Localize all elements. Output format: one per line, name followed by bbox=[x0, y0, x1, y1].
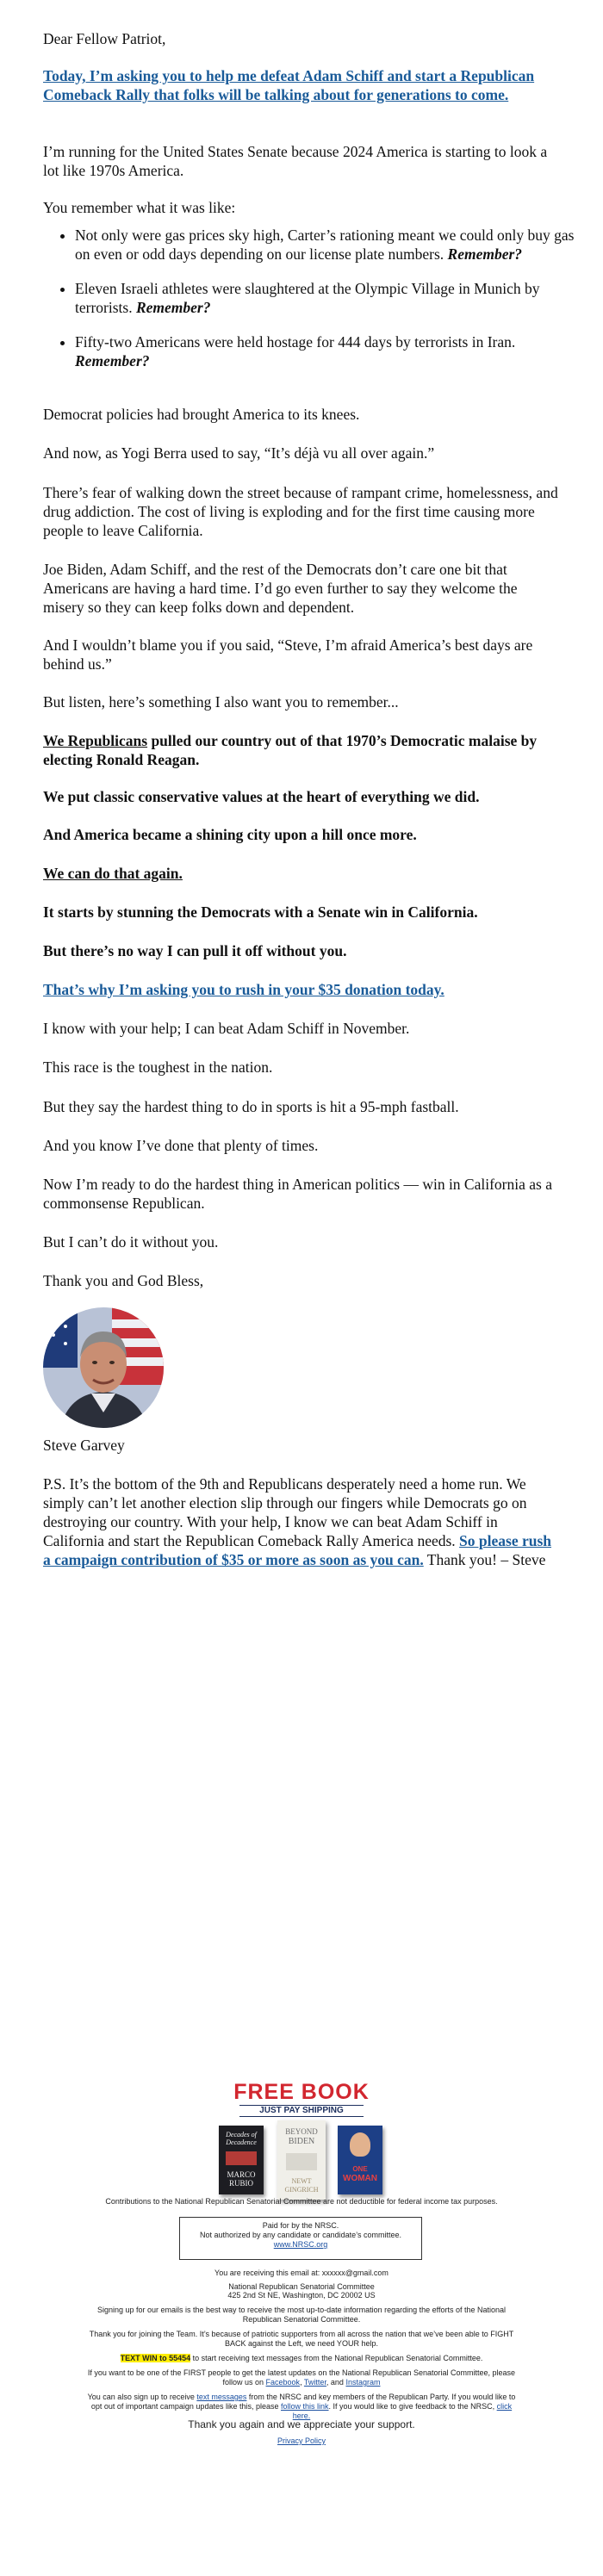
greeting: Dear Fellow Patriot, bbox=[43, 30, 166, 47]
paragraph-ready: Now I’m ready to do the hardest thing in American politics — win in California as a commonsense Republican. bbox=[43, 1176, 552, 1212]
text-signup: TEXT WIN to 55454 to start receiving text messages from the National Republican Senatorial Committee. bbox=[120, 2354, 483, 2362]
paragraph-yogi: And now, as Yogi Berra used to say, “It’s déjà vu all over again.” bbox=[43, 444, 435, 462]
tax-notice: Contributions to the National Republican Senatorial Committee are not deductible for federal income tax purposes. bbox=[105, 2197, 498, 2206]
receiving-email: You are receiving this email at: xxxxxx@gmail.com bbox=[214, 2269, 389, 2277]
signature: Steve Garvey bbox=[43, 1437, 125, 1454]
twitter-link[interactable]: Twitter bbox=[303, 2378, 326, 2387]
paragraph-listen: But listen, here’s something I also want you to remember... bbox=[43, 693, 399, 711]
nrsc-link[interactable]: www.NRSC.org bbox=[273, 2240, 328, 2249]
instagram-link[interactable]: Instagram bbox=[345, 2378, 381, 2387]
ps-donate-link[interactable]: So please rush a campaign contribution of $35 or more as soon as you can. bbox=[43, 1532, 552, 1568]
paid-for-box: Paid for by the NRSC. Not authorized by any candidate or candidate’s committee. www.NRSC.org bbox=[179, 2217, 422, 2260]
paragraph-done: And you know I’ve done that plenty of times. bbox=[43, 1137, 319, 1154]
paragraph-remember: You remember what it was like: bbox=[43, 199, 236, 216]
list-item: • Fifty-two Americans were held hostage for 444 days by terrorists in Iran. Remember? bbox=[75, 332, 592, 370]
social-notice: If you want to be one of the FIRST people to get the latest updates on the National Republican Senatorial Committee, please follow us on Facebook, Twitter, and Instagram bbox=[87, 2368, 516, 2387]
avatar bbox=[43, 1307, 164, 1428]
free-book-promo[interactable] bbox=[207, 2076, 396, 2209]
unsubscribe-link[interactable]: follow this link bbox=[281, 2402, 329, 2411]
paragraph-again: We can do that again. bbox=[43, 865, 183, 882]
paragraph-fear: There’s fear of walking down the street because of rampant crime, homelessness, and drug addiction. The cost of living is exploding and for the first time causing more people to leave California. bbox=[43, 484, 558, 539]
donate-link[interactable]: That’s why I’m asking you to rush in your $35 donation today. bbox=[43, 981, 444, 998]
promo-title: FREE BOOK bbox=[233, 2080, 370, 2104]
paragraph-republicans: We Republicans pulled our country out of that 1970’s Democratic malaise by electing Ronald Reagan. bbox=[43, 732, 538, 768]
intro-donate-link[interactable]: Today, I’m asking you to help me defeat Adam Schiff and start a Republican Comeback Rally that folks will be talking about for generations to come. bbox=[43, 67, 535, 103]
paragraph-know: I know with your help; I can beat Adam Schiff in November. bbox=[43, 1020, 410, 1037]
list-item: • Eleven Israeli athletes were slaughtered at the Olympic Village in Munich by terrorists. Remember? bbox=[75, 279, 592, 317]
paragraph-knees: Democrat policies had brought America to its knees. bbox=[43, 406, 360, 423]
book-woman: ONE WOMAN bbox=[338, 2126, 382, 2194]
sms-notice: You can also sign up to receive text messages from the NRSC and key members of the Republican Party. If you would like to opt out of important campaign updates like this, please follow this link. If you would like to give feedback to the NRSC, click here. bbox=[87, 2393, 516, 2420]
feedback-link[interactable]: click here. bbox=[292, 2402, 513, 2420]
paragraph-starts: It starts by stunning the Democrats with a Senate win in California. bbox=[43, 903, 478, 921]
paragraph-cant: But I can’t do it without you. bbox=[43, 1233, 219, 1251]
promo-subtitle: JUST PAY SHIPPING bbox=[239, 2105, 364, 2117]
facebook-link[interactable]: Facebook bbox=[265, 2378, 301, 2387]
paragraph-running: I’m running for the United States Senate because 2024 America is starting to look a lot like 1970s America. bbox=[43, 143, 548, 179]
paragraph-race: This race is the toughest in the nation. bbox=[43, 1058, 273, 1076]
paragraph-thanks: Thank you and God Bless, bbox=[43, 1272, 204, 1289]
privacy-policy-link[interactable]: Privacy Policy bbox=[277, 2436, 326, 2445]
text-messages-link[interactable]: text messages bbox=[196, 2393, 247, 2401]
thank-again: Thank you again and we appreciate your support. bbox=[188, 2418, 415, 2430]
book-gingrich: BEYOND BIDEN NEWT GINGRICH bbox=[277, 2120, 326, 2200]
book-rubio: Decades of Decadence MARCO RUBIO bbox=[219, 2126, 264, 2194]
paragraph-city: And America became a shining city upon a hill once more. bbox=[43, 826, 417, 843]
paragraph-noway: But there’s no way I can pull it off without you. bbox=[43, 942, 347, 959]
postscript: P.S. It’s the bottom of the 9th and Republicans desperately need a home run. We simply can’t let another election slip through our fingers while Democrats go on destroying our country. With your help, I know we can beat Adam Schiff in California and start the Republican Comeback Rally America needs. So please rush a campaign contribution of $35 or more as soon as you can. Thank you! – Steve bbox=[43, 1475, 552, 1568]
joining-notice: Thank you for joining the Team. It’s because of patriotic supporters from all across the nation that we’ve been able to FIGHT BACK against the Left, we need YOUR help. bbox=[89, 2330, 514, 2348]
org-address: 425 2nd St NE, Washington, DC 20002 US bbox=[227, 2291, 376, 2300]
paragraph-biden: Joe Biden, Adam Schiff, and the rest of the Democrats don’t care one bit that Americans are having a hard time. I’d go even further to say they welcome the misery so they can keep folks down and dependent. bbox=[43, 561, 518, 616]
paragraph-blame: And I wouldn’t blame you if you said, “Steve, I’m afraid America’s best days are behind us.” bbox=[43, 636, 533, 673]
paragraph-values: We put classic conservative values at the heart of everything we did. bbox=[43, 788, 480, 805]
org-name: National Republican Senatorial Committee bbox=[228, 2282, 375, 2291]
remember-list bbox=[43, 226, 592, 370]
paragraph-sports: But they say the hardest thing to do in sports is hit a 95-mph fastball. bbox=[43, 1098, 459, 1115]
list-item: • Not only were gas prices sky high, Carter’s rationing meant we could only buy gas on even or odd days depending on our license plate numbers. Remember? bbox=[75, 226, 592, 264]
signup-notice: Signing up for our emails is the best way to receive the most up-to-date information regarding the efforts of the National Republican Senatorial Committee. bbox=[96, 2306, 507, 2324]
